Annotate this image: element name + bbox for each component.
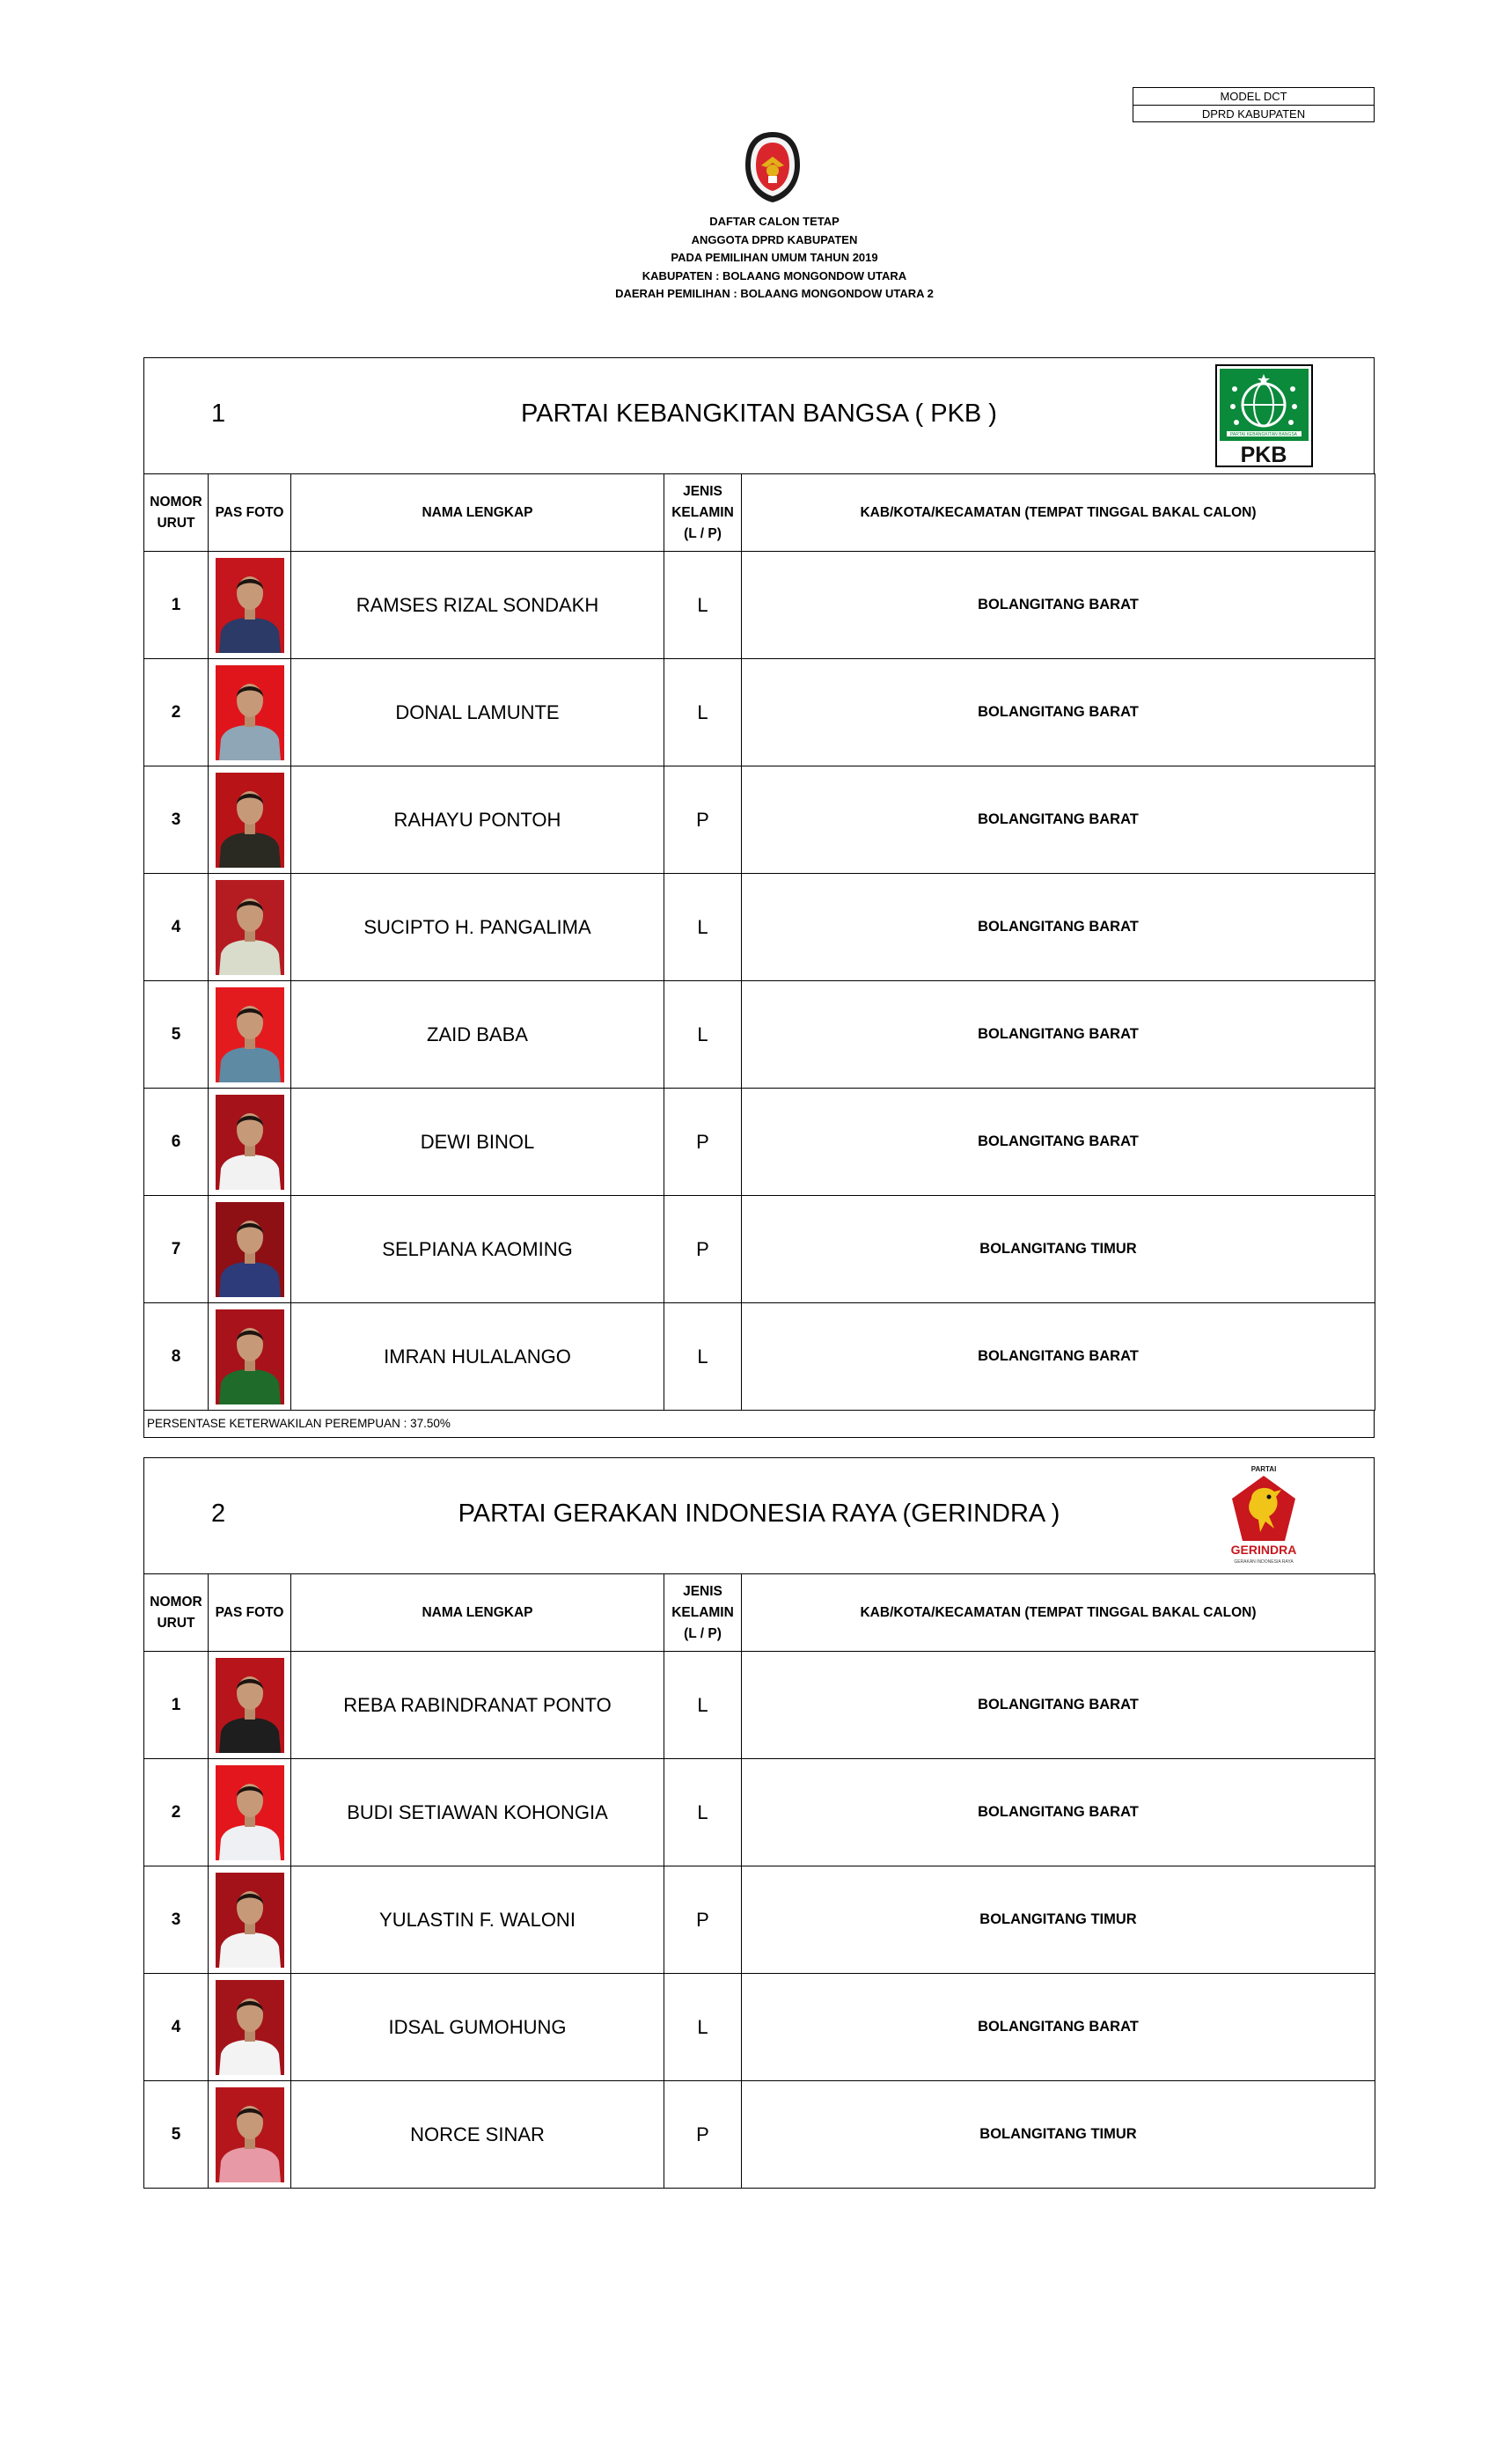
col-header-jk: JENIS KELAMIN (L / P) [664, 474, 742, 552]
candidate-photo-image [216, 1658, 284, 1753]
candidate-name: BUDI SETIAWAN KOHONGIA [291, 1759, 664, 1866]
table-row [144, 1974, 1375, 2081]
candidate-residence: BOLANGITANG BARAT [742, 1759, 1375, 1866]
candidate-photo [209, 1974, 291, 2081]
candidate-residence: BOLANGITANG BARAT [742, 766, 1375, 874]
candidate-photo [209, 552, 291, 659]
candidate-name: DONAL LAMUNTE [291, 659, 664, 766]
candidate-residence: BOLANGITANG BARAT [742, 552, 1375, 659]
document-header [440, 213, 1109, 304]
candidate-name: DEWI BINOL [291, 1089, 664, 1196]
table-row [144, 2081, 1375, 2189]
gerindra-logo [1220, 1463, 1308, 1569]
candidate-number: 5 [144, 981, 209, 1089]
candidate-number: 1 [144, 1652, 209, 1759]
table-row [144, 659, 1375, 766]
header-line-5: DAERAH PEMILIHAN : BOLAANG MONGONDOW UTARA 2 [615, 287, 934, 300]
table-header-row [144, 474, 1375, 552]
candidate-residence: BOLANGITANG TIMUR [742, 1196, 1375, 1303]
candidate-residence: BOLANGITANG BARAT [742, 1652, 1375, 1759]
party-header [143, 357, 1375, 474]
candidate-photo-image [216, 1873, 284, 1968]
candidate-photo [209, 2081, 291, 2189]
candidate-photo [209, 1303, 291, 1411]
candidate-sex: P [664, 1089, 742, 1196]
candidate-sex: L [664, 1303, 742, 1411]
candidate-photo [209, 1652, 291, 1759]
party-name: PARTAI GERAKAN INDONESIA RAYA (GERINDRA ) [458, 1500, 1060, 1528]
table-row [144, 874, 1375, 981]
candidate-name: ZAID BABA [291, 981, 664, 1089]
candidate-sex: P [664, 1196, 742, 1303]
candidate-residence: BOLANGITANG BARAT [742, 1974, 1375, 2081]
candidate-photo-image [216, 1980, 284, 2075]
candidate-name: SUCIPTO H. PANGALIMA [291, 874, 664, 981]
candidate-photo [209, 1759, 291, 1866]
candidate-residence: BOLANGITANG TIMUR [742, 2081, 1375, 2189]
candidate-photo [209, 766, 291, 874]
candidate-sex: P [664, 2081, 742, 2189]
table-row [144, 1866, 1375, 1974]
candidate-number: 3 [144, 766, 209, 874]
candidate-list [144, 1652, 1375, 2189]
candidate-list [144, 552, 1375, 1411]
party-number: 1 [211, 400, 226, 428]
candidate-number: 1 [144, 552, 209, 659]
table-row [144, 552, 1375, 659]
candidate-photo-image [216, 1202, 284, 1297]
candidate-sex: L [664, 1974, 742, 2081]
candidate-sex: L [664, 1759, 742, 1866]
candidate-number: 3 [144, 1866, 209, 1974]
col-header-foto: PAS FOTO [209, 1574, 291, 1652]
candidate-sex: L [664, 981, 742, 1089]
candidate-name: IDSAL GUMOHUNG [291, 1974, 664, 2081]
header-line-2: ANGGOTA DPRD KABUPATEN [691, 232, 858, 246]
candidate-photo [209, 874, 291, 981]
candidate-name: RAMSES RIZAL SONDAKH [291, 552, 664, 659]
candidate-sex: L [664, 552, 742, 659]
pkb-logo [1215, 364, 1313, 467]
model-box [1133, 87, 1375, 122]
party-number: 2 [211, 1500, 226, 1528]
table-header-row [144, 1574, 1375, 1652]
col-header-no: NOMOR URUT [144, 1574, 209, 1652]
pkb-logo-subtext: PARTAI KEBANGKITAN BANGSA [1229, 432, 1298, 437]
candidate-name: YULASTIN F. WALONI [291, 1866, 664, 1974]
model-label: MODEL DCT [1220, 90, 1287, 103]
header-line-4: KABUPATEN : BOLAANG MONGONDOW UTARA [642, 268, 907, 282]
col-header-kab: KAB/KOTA/KECAMATAN (TEMPAT TINGGAL BAKAL CALON) [742, 1574, 1375, 1652]
candidate-photo-image [216, 665, 284, 760]
candidate-sex: L [664, 874, 742, 981]
candidate-table [143, 1573, 1375, 2189]
candidate-sex: P [664, 1866, 742, 1974]
table-row [144, 1652, 1375, 1759]
candidate-photo-image [216, 1095, 284, 1190]
header-line-1: DAFTAR CALON TETAP [709, 215, 840, 228]
candidate-number: 6 [144, 1089, 209, 1196]
candidate-number: 2 [144, 1759, 209, 1866]
table-row [144, 766, 1375, 874]
table-row [144, 1303, 1375, 1411]
table-row [144, 1759, 1375, 1866]
candidate-name: IMRAN HULALANGO [291, 1303, 664, 1411]
female-percentage: PERSENTASE KETERWAKILAN PEREMPUAN : 37.50% [143, 1411, 1375, 1438]
candidate-number: 5 [144, 2081, 209, 2189]
candidate-photo [209, 659, 291, 766]
candidate-number: 2 [144, 659, 209, 766]
col-header-no: NOMOR URUT [144, 474, 209, 552]
candidate-name: RAHAYU PONTOH [291, 766, 664, 874]
candidate-number: 8 [144, 1303, 209, 1411]
candidate-name: SELPIANA KAOMING [291, 1196, 664, 1303]
candidate-photo-image [216, 558, 284, 653]
party-header [143, 1457, 1375, 1574]
table-row [144, 1196, 1375, 1303]
candidate-photo-image [216, 880, 284, 975]
table-row [144, 981, 1375, 1089]
candidate-number: 4 [144, 874, 209, 981]
candidate-photo-image [216, 1309, 284, 1404]
candidate-photo [209, 1089, 291, 1196]
candidate-sex: L [664, 1652, 742, 1759]
party-block-pkb [143, 357, 1375, 1438]
candidate-photo-image [216, 2087, 284, 2182]
candidate-photo [209, 1866, 291, 1974]
candidate-name: NORCE SINAR [291, 2081, 664, 2189]
model-sublabel: DPRD KABUPATEN [1133, 105, 1374, 122]
header-line-3: PADA PEMILIHAN UMUM TAHUN 2019 [671, 251, 878, 264]
col-header-kab: KAB/KOTA/KECAMATAN (TEMPAT TINGGAL BAKAL CALON) [742, 474, 1375, 552]
candidate-residence: BOLANGITANG BARAT [742, 1303, 1375, 1411]
gerindra-logo-top: PARTAI [1250, 1465, 1277, 1473]
candidate-photo [209, 981, 291, 1089]
candidate-residence: BOLANGITANG BARAT [742, 874, 1375, 981]
candidate-name: REBA RABINDRANAT PONTO [291, 1652, 664, 1759]
party-name: PARTAI KEBANGKITAN BANGSA ( PKB ) [521, 400, 997, 428]
candidate-residence: BOLANGITANG TIMUR [742, 1866, 1375, 1974]
gerindra-logo-subtext: GERAKAN INDONESIA RAYA [1234, 1559, 1294, 1565]
candidate-sex: P [664, 766, 742, 874]
candidate-residence: BOLANGITANG BARAT [742, 659, 1375, 766]
candidate-residence: BOLANGITANG BARAT [742, 1089, 1375, 1196]
party-block-gerindra [143, 1457, 1375, 2189]
candidate-photo-image [216, 773, 284, 868]
col-header-jk: JENIS KELAMIN (L / P) [664, 1574, 742, 1652]
col-header-nama: NAMA LENGKAP [291, 1574, 664, 1652]
candidate-photo [209, 1196, 291, 1303]
candidate-photo-image [216, 1765, 284, 1860]
candidate-residence: BOLANGITANG BARAT [742, 981, 1375, 1089]
candidate-number: 4 [144, 1974, 209, 2081]
candidate-number: 7 [144, 1196, 209, 1303]
col-header-foto: PAS FOTO [209, 474, 291, 552]
gerindra-logo-text: GERINDRA [1230, 1543, 1297, 1557]
candidate-sex: L [664, 659, 742, 766]
col-header-nama: NAMA LENGKAP [291, 474, 664, 552]
kpu-logo [744, 130, 802, 204]
table-row [144, 1089, 1375, 1196]
candidate-photo-image [216, 987, 284, 1082]
pkb-logo-text: PKB [1240, 443, 1287, 467]
candidate-table [143, 473, 1375, 1411]
